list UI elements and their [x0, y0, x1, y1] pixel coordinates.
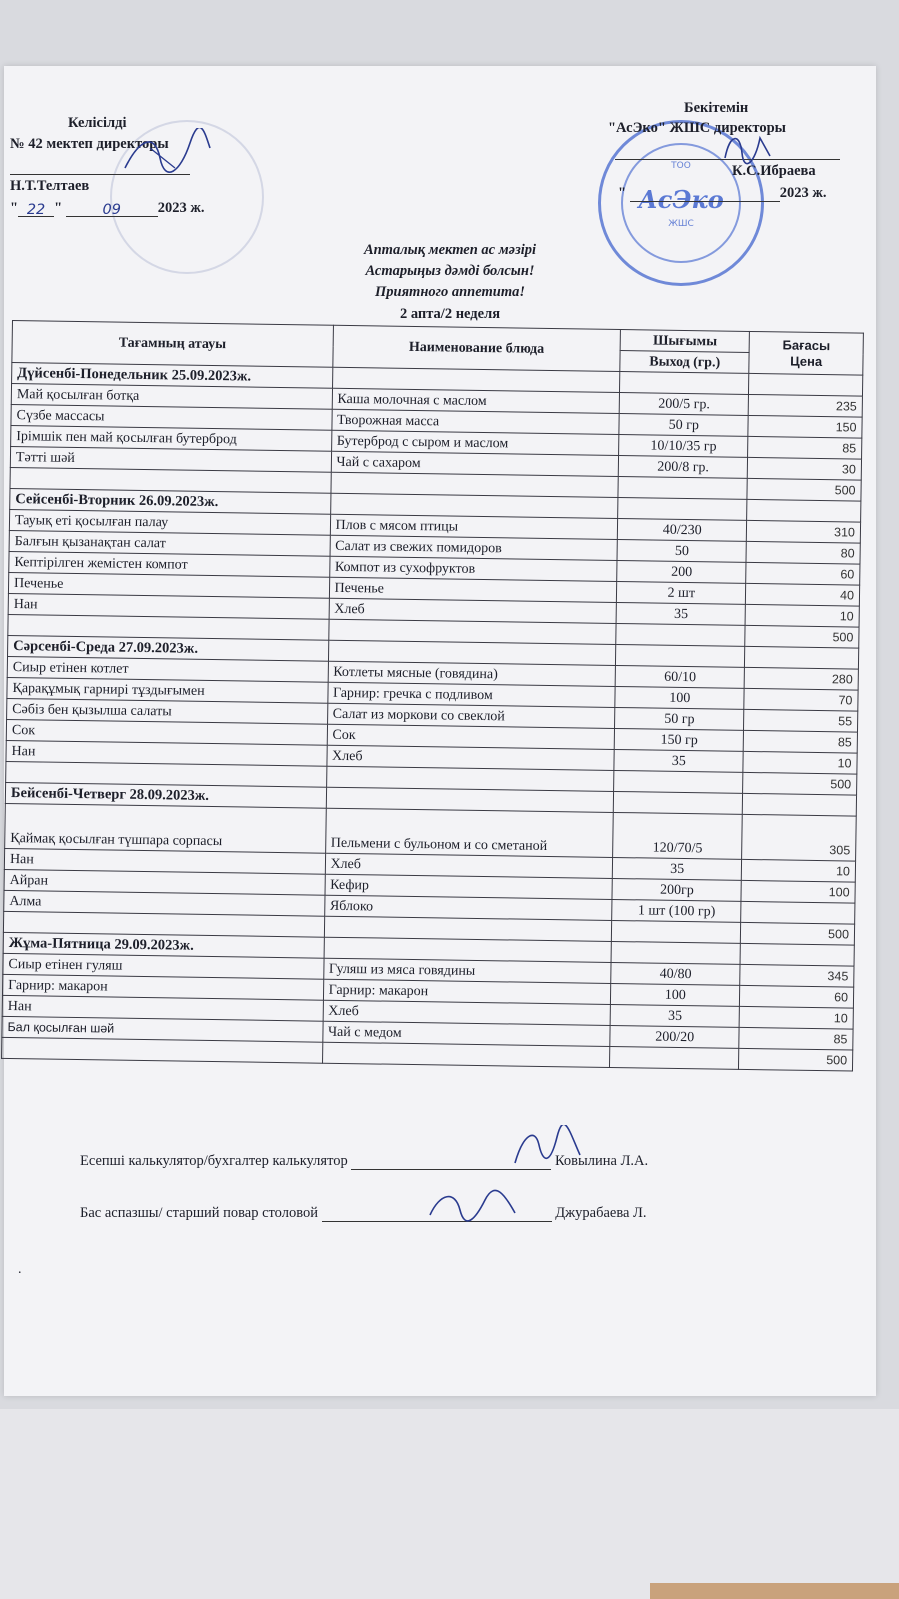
col-header-output-kz: Шығымы: [620, 330, 749, 353]
dish-price: 310: [747, 520, 861, 543]
dish-output: 1 шт (100 гр): [612, 899, 741, 922]
dish-name-ru: Хлеб: [325, 853, 613, 878]
left-position: № 42 мектеп директоры: [10, 136, 169, 152]
accountant-handwritten-signature: [505, 1125, 585, 1173]
dish-price: 10: [745, 604, 859, 627]
dish-name-ru: Гарнир: гречка с подливом: [327, 682, 615, 707]
dish-price: 150: [748, 415, 862, 438]
seal-bottom-text: ЖШС: [668, 219, 694, 229]
dish-name-kz: Сиыр етінен котлет: [7, 656, 328, 682]
dish-name-ru: Салат из свежих помидоров: [330, 535, 618, 560]
date-month: 09: [66, 202, 158, 217]
menu-title: Апталық мектеп ас мәзірі: [363, 242, 537, 258]
day-title: Дүйсенбі-Понедельник 25.09.2023ж.: [12, 363, 333, 389]
dish-price: 100: [741, 880, 855, 903]
day-total: 500: [741, 922, 855, 945]
empty-cell: [611, 941, 740, 964]
empty-cell: [747, 499, 861, 522]
dish-name-kz: Нан: [4, 848, 325, 874]
dish-name-ru: Бутерброд с сыром и маслом: [331, 430, 619, 455]
empty-cell: [618, 498, 747, 521]
background-surface: [0, 1409, 899, 1599]
dish-output: 35: [610, 1004, 739, 1027]
dish-name-ru: Гуляш из мяса говядины: [323, 958, 611, 983]
dish-name-kz: Тауық еті қосылған палау: [9, 509, 330, 535]
menu-body: [2, 363, 863, 1072]
dish-name-kz: Бал қосылған шәй: [2, 1016, 323, 1042]
col-header-ru: Наименование блюда: [332, 325, 620, 371]
dish-output: 150 гр: [614, 728, 743, 751]
dish-output: 60/10: [615, 665, 744, 688]
dish-name-ru: Плов с мясом птицы: [330, 514, 618, 539]
day-total: 500: [743, 772, 857, 795]
dish-output: 100: [615, 686, 744, 709]
dish-name-kz: Ірімшік пен май қосылған бутерброд: [11, 425, 332, 451]
col-header-kz: Тағамның атауы: [12, 321, 333, 368]
dish-output: 50 гр: [619, 414, 748, 437]
day-title: Сәрсенбі-Среда 27.09.2023ж.: [8, 635, 329, 661]
dish-price: 10: [743, 751, 857, 774]
cook-label: Бас аспазшы/ старший повар столовой: [80, 1205, 318, 1221]
dish-name-ru: Чай с сахаром: [331, 451, 619, 476]
dish-name-kz: Алма: [4, 890, 325, 916]
dish-output: 35: [616, 603, 745, 626]
day-title: Жұма-Пятница 29.09.2023ж.: [3, 932, 324, 958]
day-total: 500: [745, 625, 859, 648]
stray-mark: .: [18, 1262, 22, 1277]
week-label: 2 апта/2 неделя: [399, 306, 501, 322]
dish-price: 30: [748, 457, 862, 480]
cook-line: [80, 1205, 647, 1222]
empty-cell: [614, 770, 743, 793]
dish-output: 120/70/5: [613, 812, 743, 859]
empty-cell: [614, 791, 743, 814]
dish-name-ru: Хлеб: [329, 598, 617, 623]
dish-output: 200/8 гр.: [619, 456, 748, 479]
empty-cell: [740, 943, 854, 966]
dish-name-ru: Салат из моркови со свеклой: [327, 703, 615, 728]
col-header-price: Бағасы Цена: [749, 331, 863, 375]
dish-price: 345: [740, 964, 854, 987]
menu-table: [1, 320, 864, 1072]
day-total: 500: [747, 478, 861, 501]
empty-cell: [2, 1037, 323, 1063]
date-day: 22: [18, 202, 54, 217]
empty-cell: [612, 920, 741, 943]
dish-name-ru: Сок: [327, 724, 615, 749]
day-title: Бейсенбі-Четверг 28.09.2023ж.: [5, 782, 326, 808]
dish-name-ru: Гарнир: макарон: [323, 979, 611, 1004]
dish-name-ru: Хлеб: [326, 745, 614, 770]
dish-price: 85: [748, 436, 862, 459]
dish-price: 10: [742, 859, 856, 882]
dish-output: 200/20: [610, 1025, 739, 1048]
dish-output: 200: [617, 561, 746, 584]
col-header-output-ru: Выход (гр.): [620, 351, 749, 374]
approve-label: Бекітемін: [684, 100, 749, 116]
right-year: 2023 ж.: [779, 185, 827, 201]
dish-output: 100: [611, 983, 740, 1006]
dish-output: 40/230: [618, 519, 747, 542]
left-handwritten-signature: [120, 128, 215, 178]
dish-price: 305: [742, 814, 856, 861]
cook-name: Джурабаева Л.: [555, 1205, 647, 1221]
floor-strip: [650, 1583, 899, 1599]
dish-price: 85: [743, 730, 857, 753]
empty-cell: [616, 623, 745, 646]
dish-name-kz: Май қосылған ботқа: [11, 384, 332, 410]
empty-cell: [322, 1042, 610, 1067]
agree-label: Келісілді: [68, 115, 127, 131]
empty-cell: [618, 477, 747, 500]
dish-name-kz: Печенье: [8, 572, 329, 598]
dish-name-kz: Сиыр етінен гуляш: [3, 953, 324, 979]
empty-cell: [749, 373, 863, 396]
dish-name-ru: Компот из сухофруктов: [329, 556, 617, 581]
right-name: К.С.Ибраева: [732, 163, 816, 179]
accountant-name: Ковылина Л.А.: [554, 1153, 649, 1169]
dish-name-kz: Сүзбе массасы: [11, 404, 332, 430]
dish-price: [741, 901, 855, 924]
empty-cell: [620, 372, 749, 395]
dish-price: 40: [746, 583, 860, 606]
cook-handwritten-signature: [425, 1185, 520, 1230]
dish-price: 280: [744, 667, 858, 690]
accountant-label: Есепші калькулятор/бухгалтер калькулятор: [80, 1153, 348, 1169]
dish-name-ru: Кефир: [325, 874, 613, 899]
dish-name-kz: Гарнир: макарон: [2, 974, 323, 1000]
dish-name-kz: Балғын қызанақтан салат: [9, 530, 330, 556]
empty-cell: [610, 1046, 739, 1069]
dish-name-kz: Сок: [6, 719, 327, 745]
empty-cell: [745, 646, 859, 669]
menu-subtitle-ru: Приятного аппетита!: [374, 284, 525, 300]
dish-price: 55: [744, 709, 858, 732]
dish-price: 60: [746, 562, 860, 585]
dish-name-ru: Хлеб: [323, 1000, 611, 1025]
dish-price: 10: [739, 1006, 853, 1029]
dish-name-kz: Сәбіз бен қызылша салаты: [7, 698, 328, 724]
dish-output: 50: [617, 540, 746, 563]
dish-name-ru: Печенье: [329, 577, 617, 602]
empty-cell: [743, 793, 857, 816]
dish-output: 200гр: [612, 878, 741, 901]
dish-name-ru: Творожная масса: [331, 409, 619, 434]
right-date: " 2023 ж.: [618, 185, 827, 201]
dish-output: 35: [613, 857, 742, 880]
dish-name-kz: Айран: [4, 869, 325, 895]
dish-output: 50 гр: [615, 707, 744, 730]
day-title: Сейсенбі-Вторник 26.09.2023ж.: [10, 488, 331, 514]
right-position: "АсЭко" ЖШС директоры: [608, 120, 786, 136]
dish-name-ru: Яблоко: [324, 895, 612, 920]
dish-name-ru: Котлеты мясные (говядина): [328, 661, 616, 686]
dish-name-kz: Қарақұмық гарнирі тұздығымен: [7, 677, 328, 703]
left-year: 2023 ж.: [157, 200, 205, 216]
day-total: 500: [739, 1048, 853, 1071]
dish-price: 80: [746, 541, 860, 564]
dish-name-kz: Нан: [8, 593, 329, 619]
dish-output: 200/5 гр.: [619, 393, 748, 416]
dish-price: 85: [739, 1027, 853, 1050]
seal-top-text: ТОО: [671, 161, 691, 171]
dish-price: 60: [740, 985, 854, 1008]
dish-name-ru: Чай с медом: [322, 1021, 610, 1046]
empty-cell: [616, 644, 745, 667]
seal-logo-text: АсЭко: [638, 185, 724, 214]
menu-subtitle-kz: Астарыңыз дәмді болсын!: [365, 263, 535, 279]
dish-output: 35: [614, 749, 743, 772]
dish-output: 2 шт: [617, 582, 746, 605]
dish-name-kz: Кептірілген жемістен компот: [9, 551, 330, 577]
dish-price: 70: [744, 688, 858, 711]
dish-name-ru: Каша молочная с маслом: [332, 388, 620, 413]
dish-name-kz: Қаймақ қосылған түшпара сорпасы: [5, 803, 326, 853]
dish-price: 235: [748, 394, 862, 417]
dish-output: 40/80: [611, 962, 740, 985]
dish-output: 10/10/35 гр: [619, 435, 748, 458]
right-handwritten-signature: [720, 128, 780, 168]
dish-name-kz: Нан: [2, 995, 323, 1021]
left-name: Н.Т.Телтаев: [10, 178, 90, 194]
dish-name-ru: Пельмени с бульоном и со сметаной: [325, 808, 613, 857]
dish-name-kz: Нан: [6, 740, 327, 766]
left-date: " 22 " 09 2023 ж.: [10, 200, 205, 218]
dish-name-kz: Тәтті шәй: [10, 446, 331, 472]
